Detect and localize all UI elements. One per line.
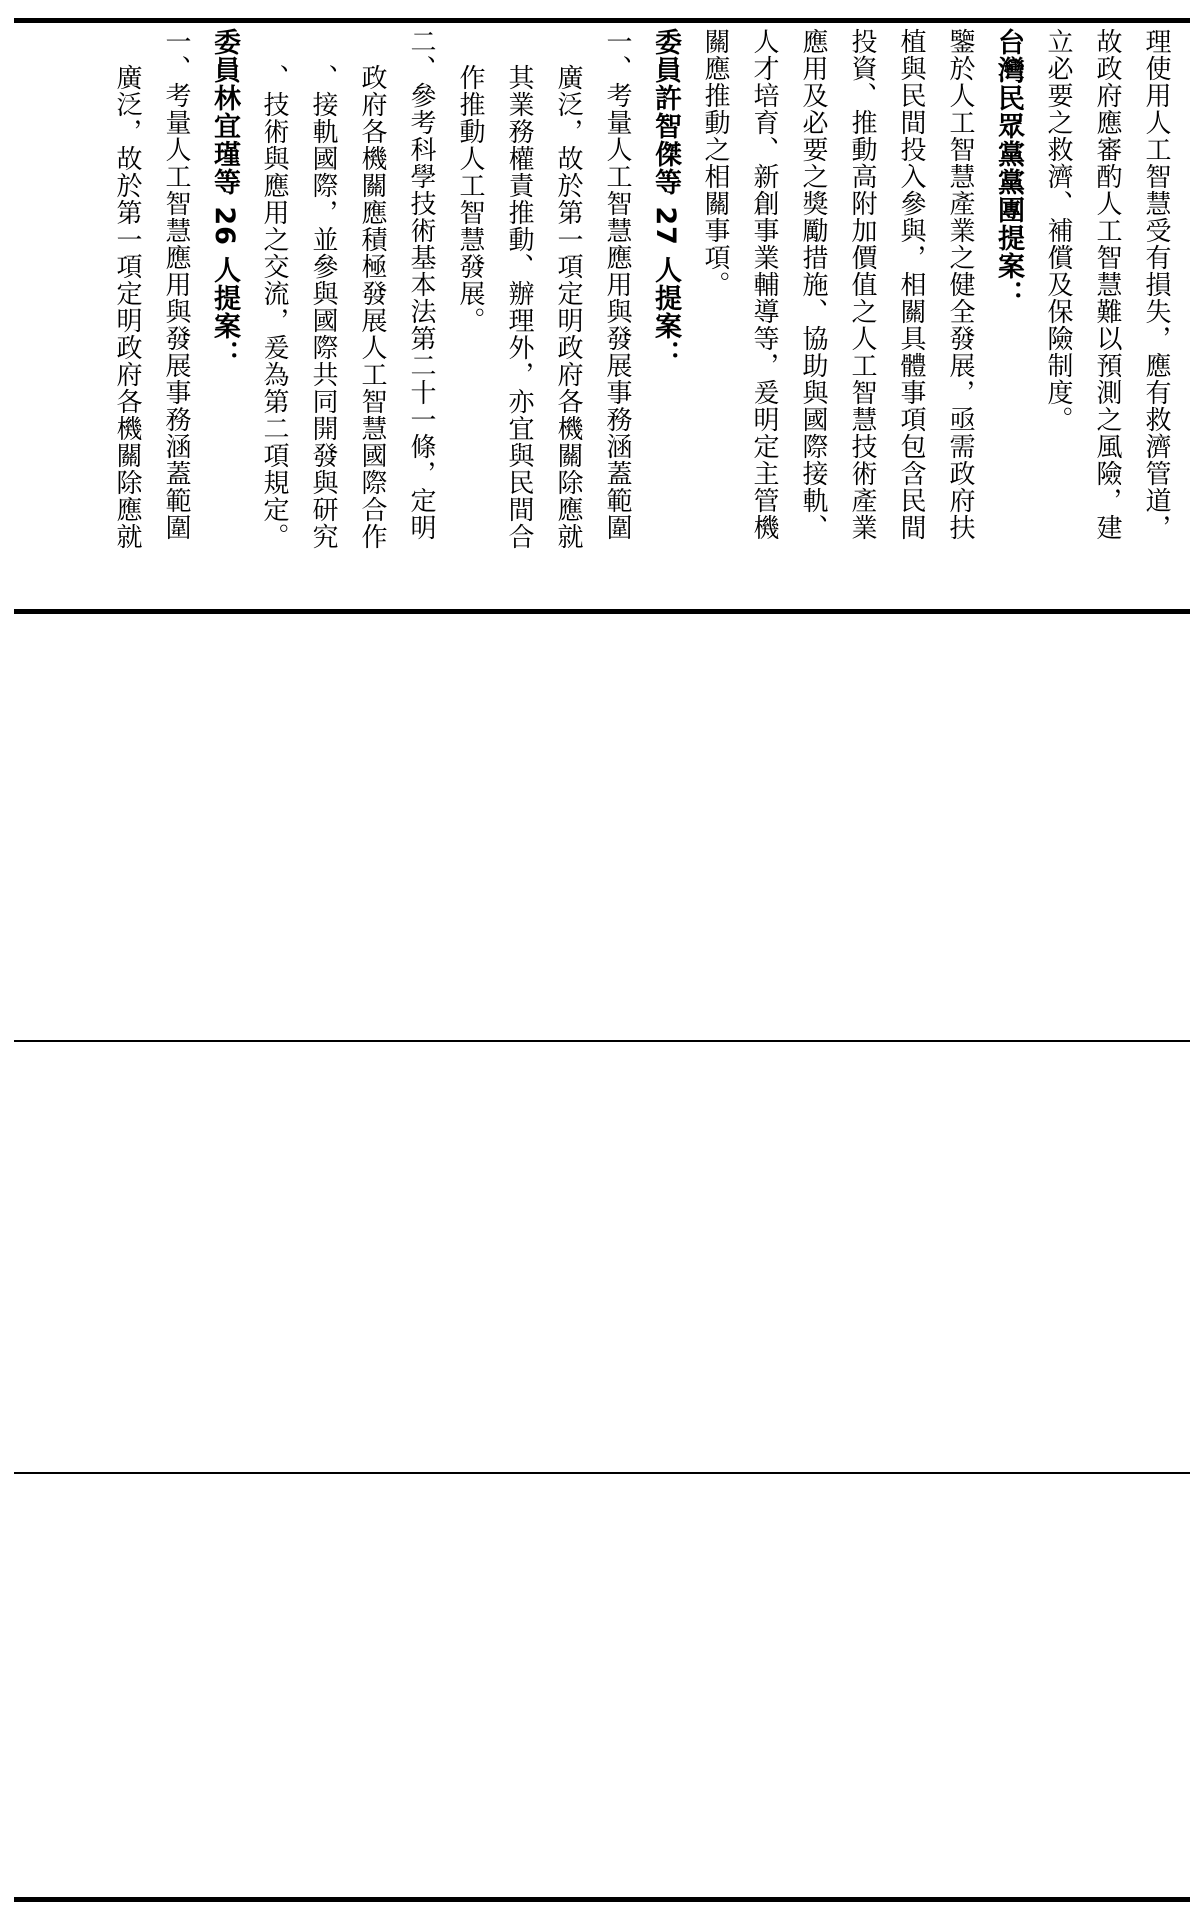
list-item-continuation: 、技術與應用之交流，爰為第二項規定。: [259, 64, 289, 550]
row3-bottom-rule: [14, 1472, 1190, 1474]
list-item-continuation: 廣泛，故於第一項定明政府各機關除應就: [553, 64, 583, 550]
empty-row-3: [14, 1044, 1190, 1470]
list-item-continuation: 、接軌國際，並參與國際共同開發與研究: [308, 64, 338, 550]
text-column: 故政府應審酌人工智慧難以預測之風險，建: [1092, 28, 1122, 541]
list-item: 二、參考科學技術基本法第二十一條，定明: [406, 28, 436, 541]
text-column: 立必要之救濟、補償及保險制度。: [1043, 28, 1073, 433]
text-column: 應用及必要之獎勵措施、協助與國際接軌、: [798, 28, 828, 541]
list-item: 一、考量人工智慧應用與發展事務涵蓋範圍: [161, 28, 191, 541]
text-column: 植與民間投入參與，相關具體事項包含民間: [896, 28, 926, 541]
bottom-rule: [14, 1897, 1190, 1902]
empty-row-4: [14, 1476, 1190, 1894]
text-column: 鑒於人工智慧產業之健全發展，亟需政府扶: [945, 28, 975, 541]
section-heading-hsu-proposal: 委員許智傑等 27 人提案：: [650, 28, 681, 369]
row2-bottom-rule: [14, 1040, 1190, 1042]
list-item-continuation: 作推動人工智慧發展。: [455, 64, 485, 334]
row1-bottom-rule: [14, 609, 1190, 614]
first-row-text-area: [20, 28, 1180, 608]
text-column: 投資、推動高附加價值之人工智慧技術產業: [847, 28, 877, 541]
list-item: 一、考量人工智慧應用與發展事務涵蓋範圍: [602, 28, 632, 541]
list-item-continuation: 政府各機關應積極發展人工智慧國際合作: [357, 64, 387, 550]
text-column: 理使用人工智慧受有損失，應有救濟管道，: [1141, 28, 1171, 541]
text-column: 關應推動之相關事項。: [700, 28, 730, 298]
list-item-continuation: 廣泛，故於第一項定明政府各機關除應就: [112, 64, 142, 550]
empty-row-2: [14, 616, 1190, 1038]
list-item-continuation: 其業務權責推動、辦理外，亦宜與民間合: [504, 64, 534, 550]
text-column: 人才培育、新創事業輔導等，爰明定主管機: [749, 28, 779, 541]
top-rule: [14, 18, 1190, 23]
section-heading-tpp-caucus: 台灣民眾黨黨團提案：: [993, 28, 1024, 308]
vertical-text-columns: [102, 28, 1180, 608]
section-heading-lin-proposal: 委員林宜瑾等 26 人提案：: [209, 28, 240, 369]
